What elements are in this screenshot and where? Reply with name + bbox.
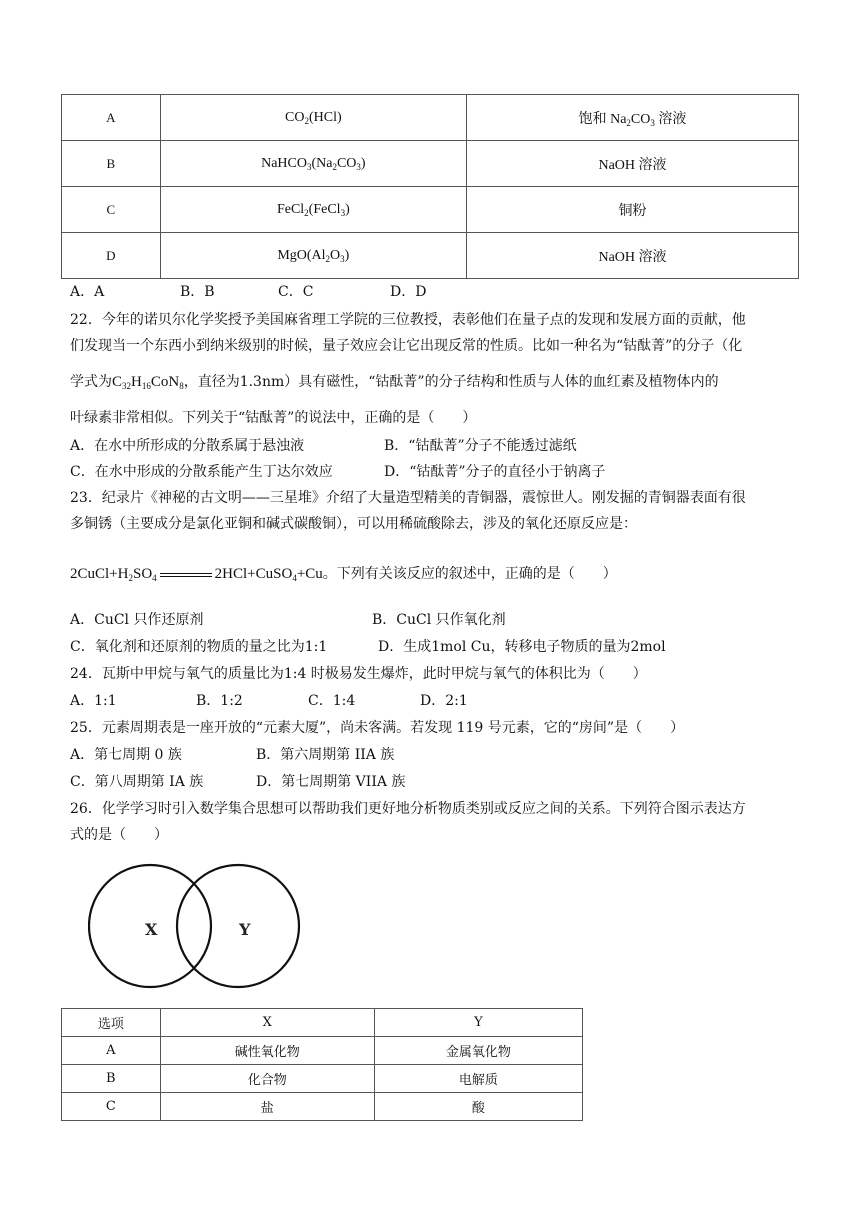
q24-stem: 24．瓦斯中甲烷与氧气的质量比为1:4 时极易发生爆炸，此时甲烷与氧气的体积比为（ ） <box>70 666 647 682</box>
q23-option-c: C．氧化剂和还原剂的物质的量之比为1:1 <box>70 639 328 655</box>
venn-label-x: X <box>145 920 158 939</box>
venn-diagram <box>88 862 328 992</box>
y-circle <box>177 865 299 987</box>
table-cell: 电解质 <box>374 1065 582 1093</box>
table-header-row <box>62 1009 583 1037</box>
equals-sign-icon <box>160 573 212 577</box>
q24-option-c: C．1:4 <box>308 693 356 709</box>
cobalt-phthalocyanine-formula: $C_{32}H_{16}CoN_8$ <box>112 374 184 391</box>
set-relation-table <box>61 1008 583 1121</box>
table-cell: 碱性氧化物 <box>160 1037 374 1065</box>
substance-cell: $NaHCO_3(Na_2CO_3)$ <box>160 141 466 187</box>
substance-cell: $CO_2(HCl)$ <box>160 95 466 141</box>
table-cell: A <box>62 1037 161 1065</box>
table-cell: 金属氧化物 <box>374 1037 582 1065</box>
q25-option-c: C．第八周期第 IA 族 <box>70 774 204 790</box>
reaction-equation: $2CuCl+H_2SO_4$ 2HCl+CuSO$_4$+Cu。下列有关该反应的叙述中，正确的是（ ） <box>70 566 617 583</box>
table-cell: 酸 <box>374 1093 582 1121</box>
header-cell: X <box>160 1009 374 1037</box>
option-cell: D <box>62 233 161 279</box>
table-row <box>62 1065 583 1093</box>
q22-option-c: C．在水中形成的分散系能产生丁达尔效应 <box>70 464 333 480</box>
table-row <box>62 95 799 141</box>
q23-option-b: B．CuCl 只作氧化剂 <box>372 612 506 628</box>
table-row <box>62 1037 583 1065</box>
q21-option-c: C．C <box>278 284 314 300</box>
q23-stem-line-2: 多铜锈（主要成分是氯化亚铜和碱式碳酸铜），可以用稀硫酸除去，涉及的氧化还原反应是： <box>70 516 637 532</box>
header-cell: Y <box>374 1009 582 1037</box>
header-cell: 选项 <box>62 1009 161 1037</box>
q22-stem-line-3: 学式为$C_{32}H_{16}CoN_8$，直径为1.3nm）具有磁性，“钴酞菁”的分子结构和性质与人体的血红素及植物体内的 <box>70 374 719 391</box>
table-row <box>62 141 799 187</box>
q21-option-b: B．B <box>180 284 215 300</box>
q22-option-a: A．在水中所形成的分散系属于悬浊液 <box>70 438 305 454</box>
q26-stem-line-2: 式的是（ ） <box>70 827 168 843</box>
q26-stem-line-1: 26．化学学习时引入数学集合思想可以帮助我们更好地分析物质类别或反应之间的关系。下列符合图示表达方 <box>70 801 746 817</box>
impurity-table <box>61 94 799 279</box>
table-cell: B <box>62 1065 161 1093</box>
q23-option-a: A．CuCl 只作还原剂 <box>70 612 204 628</box>
q25-option-d: D．第七周期第 VIIA 族 <box>256 774 406 790</box>
q21-option-a: A．A <box>70 284 105 300</box>
q25-stem: 25．元素周期表是一座开放的“元素大厦”，尚未客满。若发现 119 号元素，它的“房间”是（ ） <box>70 720 685 736</box>
q23-stem-line-1: 23．纪录片《神秘的古文明——三星堆》介绍了大量造型精美的青铜器，震惊世人。刚发掘的青铜器表面有很 <box>70 490 746 506</box>
table-row <box>62 1093 583 1121</box>
table-row <box>62 233 799 279</box>
q25-option-b: B．第六周期第 IIA 族 <box>256 747 395 763</box>
q22-option-b: B．“钴酞菁”分子不能透过滤纸 <box>384 438 577 454</box>
q24-option-b: B．1:2 <box>196 693 243 709</box>
reagent-cell: NaOH 溶液 <box>466 233 798 279</box>
reagent-cell: 饱和 $Na_2CO_3$ 溶液 <box>466 95 798 141</box>
table-cell: C <box>62 1093 161 1121</box>
q24-option-d: D．2:1 <box>420 693 468 709</box>
option-cell: C <box>62 187 161 233</box>
q22-stem-line-2: 们发现当一个东西小到纳米级别的时候，量子效应会让它出现反常的性质。比如一种名为“钴酞菁”的分子（化 <box>70 338 743 354</box>
venn-label-y: Y <box>239 920 251 939</box>
reagent-cell: NaOH 溶液 <box>466 141 798 187</box>
reagent-cell: 铜粉 <box>466 187 798 233</box>
q22-option-d: D．“钴酞菁”分子的直径小于钠离子 <box>384 464 606 480</box>
q25-option-a: A．第七周期 0 族 <box>70 747 182 763</box>
table-row <box>62 187 799 233</box>
substance-cell: $MgO(Al_2O_3)$ <box>160 233 466 279</box>
q22-stem-line-1: 22．今年的诺贝尔化学奖授予美国麻省理工学院的三位教授，表彰他们在量子点的发现和发展方面的贡献，他 <box>70 312 746 328</box>
option-cell: A <box>62 95 161 141</box>
table-cell: 盐 <box>160 1093 374 1121</box>
q24-option-a: A．1:1 <box>70 693 117 709</box>
q21-option-d: D．D <box>390 284 427 300</box>
substance-cell: FeCl$_2$(FeCl$_3$) <box>160 187 466 233</box>
q23-option-d: D．生成1mol Cu，转移电子物质的量为2mol <box>378 639 666 655</box>
option-cell: B <box>62 141 161 187</box>
table-cell: 化合物 <box>160 1065 374 1093</box>
q22-stem-line-4: 叶绿素非常相似。下列关于“钴酞菁”的说法中，正确的是（ ） <box>70 410 477 426</box>
